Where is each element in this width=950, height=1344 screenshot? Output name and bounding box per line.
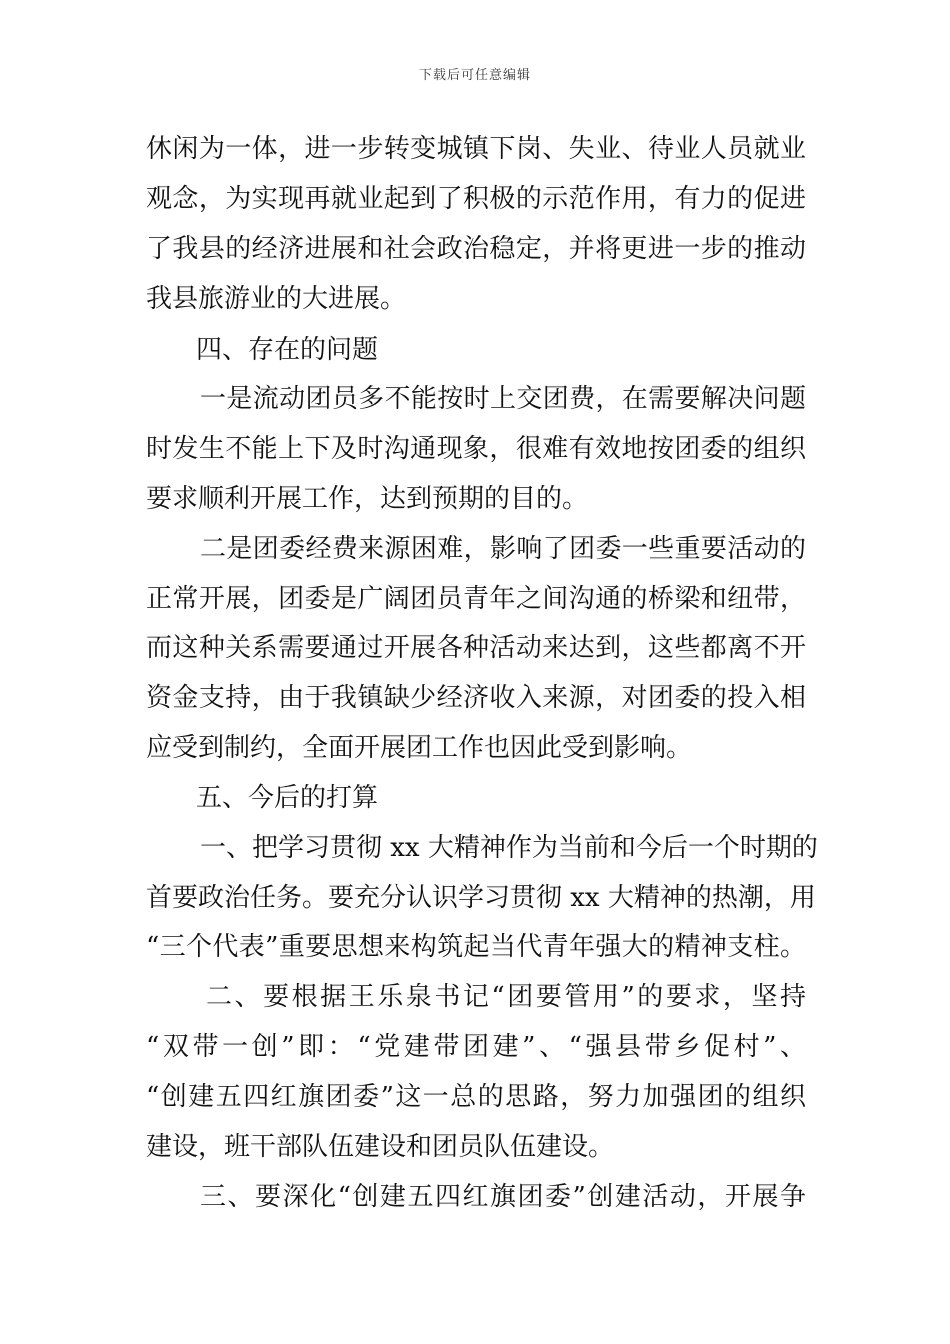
body-line: 观念，为实现再就业起到了积极的示范作用，有力的促进 <box>146 184 806 214</box>
body-line: 一、把学习贯彻 xx 大精神作为当前和今后一个时期的 <box>200 833 818 863</box>
body-line: “创建五四红旗团委”这一总的思路，努力加强团的组织 <box>146 1082 806 1112</box>
body-line: 我县旅游业的大进展。 <box>146 284 407 314</box>
page-header-note: 下载后可任意编辑 <box>418 68 531 83</box>
body-line: 一是流动团员多不能按时上交团费，在需要解决问题 <box>200 384 806 414</box>
body-line: 二是团委经费来源困难，影响了团委一些重要活动的 <box>200 534 806 564</box>
body-line: 休闲为一体，进一步转变城镇下岗、失业、待业人员就业 <box>146 134 806 164</box>
body-line: 二、要根据王乐泉书记“团要管用”的要求，坚持 <box>206 982 806 1012</box>
body-line: 了我县的经济进展和社会政治稳定，并将更进一步的推动 <box>146 234 806 264</box>
body-line: 正常开展，团委是广阔团员青年之间沟通的桥梁和纽带， <box>146 584 806 614</box>
body-line: “双带一创”即：“党建带团建”、“强县带乡促村”、 <box>146 1032 806 1062</box>
body-line: “三个代表”重要思想来构筑起当代青年强大的精神支柱。 <box>146 932 806 962</box>
body-line: 建设，班干部队伍建设和团员队伍建设。 <box>146 1132 615 1162</box>
body-line: 而这种关系需要通过开展各种活动来达到，这些都离不开 <box>146 633 806 663</box>
body-line: 资金支持，由于我镇缺少经济收入来源，对团委的投入相 <box>146 683 806 713</box>
body-line: 要求顺利开展工作，达到预期的目的。 <box>146 484 589 514</box>
body-line: 时发生不能上下及时沟通现象，很难有效地按团委的组织 <box>146 434 806 464</box>
body-line: 应受到制约，全面开展团工作也因此受到影响。 <box>146 733 693 763</box>
section-heading-problems: 四、存在的问题 <box>196 335 379 365</box>
body-line: 三、要深化“创建五四红旗团委”创建活动，开展争 <box>200 1182 806 1212</box>
section-heading-plans: 五、今后的打算 <box>196 783 379 813</box>
body-line: 首要政治任务。要充分认识学习贯彻 xx 大精神的热潮，用 <box>146 883 816 913</box>
